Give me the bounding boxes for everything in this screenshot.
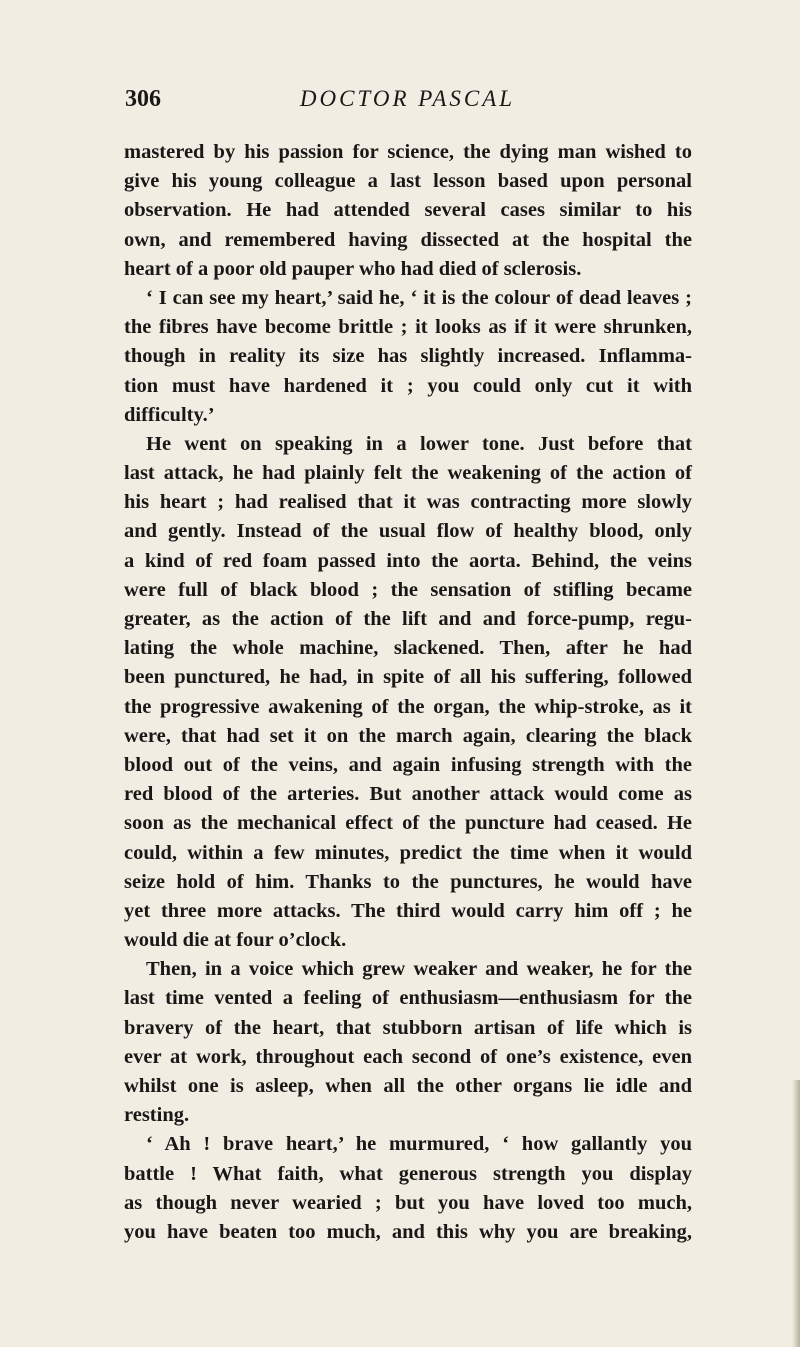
text-line: could, within a few minutes, predict the time when it would (124, 841, 692, 864)
text-line: bravery of the heart, that stubborn artisan of life which is (124, 1016, 692, 1039)
text-line: heart of a poor old pauper who had died of sclerosis. (124, 257, 582, 280)
text-line: battle ! What faith, what generous strength you display (124, 1162, 692, 1185)
page-number: 306 (125, 86, 161, 112)
text-line: as though never wearied ; but you have loved too much, (124, 1191, 692, 1214)
text-line: last attack, he had plainly felt the weakening of the action of (124, 462, 692, 485)
text-line: the progressive awakening of the organ, the whip-stroke, as it (124, 695, 692, 718)
text-line: observation. He had attended several cases similar to his (124, 199, 692, 222)
text-line: difficulty.’ (124, 403, 215, 426)
text-line: his heart ; had realised that it was contracting more slowly (124, 491, 692, 514)
text-line: tion must have hardened it ; you could only cut it with (124, 374, 692, 397)
text-line: ‘ I can see my heart,’ said he, ‘ it is the colour of dead leaves ; (146, 286, 692, 309)
text-line: mastered by his passion for science, the dying man wished to (124, 141, 692, 163)
text-line: resting. (124, 1104, 190, 1127)
text-line: give his young colleague a last lesson based upon personal (124, 170, 692, 193)
page-header (125, 86, 690, 122)
text-line: He went on speaking in a lower tone. Just before that (146, 432, 692, 455)
running-title: DOCTOR PASCAL (299, 86, 516, 111)
text-line: though in reality its size has slightly increased. Inflamma- (124, 345, 692, 368)
text-line: the fibres have become brittle ; it looks as if it were shrunken, (124, 316, 692, 339)
text-line: lating the whole machine, slackened. Then, after he had (124, 637, 692, 660)
text-line: soon as the mechanical effect of the puncture had ceased. He (124, 812, 692, 835)
text-line: were full of black blood ; the sensation of stifling became (124, 578, 692, 601)
text-line: whilst one is asleep, when all the other organs lie idle and (124, 1075, 692, 1097)
text-line: blood out of the veins, and again infusing strength with the (124, 753, 692, 776)
text-line: a kind of red foam passed into the aorta. Behind, the veins (124, 549, 692, 572)
text-line: would die at four o’clock. (124, 929, 347, 952)
text-line: Then, in a voice which grew weaker and weaker, he for the (146, 958, 692, 981)
page-edge-shadow (792, 1080, 800, 1347)
body-text (124, 138, 692, 1247)
text-line: greater, as the action of the lift and and force-pump, regu- (124, 608, 692, 630)
text-line: last time vented a feeling of enthusiasm—enthusiasm for the (124, 987, 692, 1010)
text-line: own, and remembered having dissected at the hospital the (124, 228, 692, 251)
text-line: yet three more attacks. The third would carry him off ; he (124, 899, 692, 922)
text-line: been punctured, he had, in spite of all his suffering, followed (124, 666, 692, 689)
text-line: red blood of the arteries. But another attack would come as (124, 783, 692, 806)
text-line: you have beaten too much, and this why you are breaking, (124, 1220, 692, 1243)
text-line: seize hold of him. Thanks to the punctures, he would have (124, 870, 692, 893)
text-line: ‘ Ah ! brave heart,’ he murmured, ‘ how gallantly you (146, 1133, 692, 1156)
text-line: and gently. Instead of the usual flow of healthy blood, only (124, 520, 692, 543)
text-line: were, that had set it on the march again, clearing the black (124, 724, 692, 747)
text-line: ever at work, throughout each second of one’s existence, even (124, 1045, 692, 1068)
